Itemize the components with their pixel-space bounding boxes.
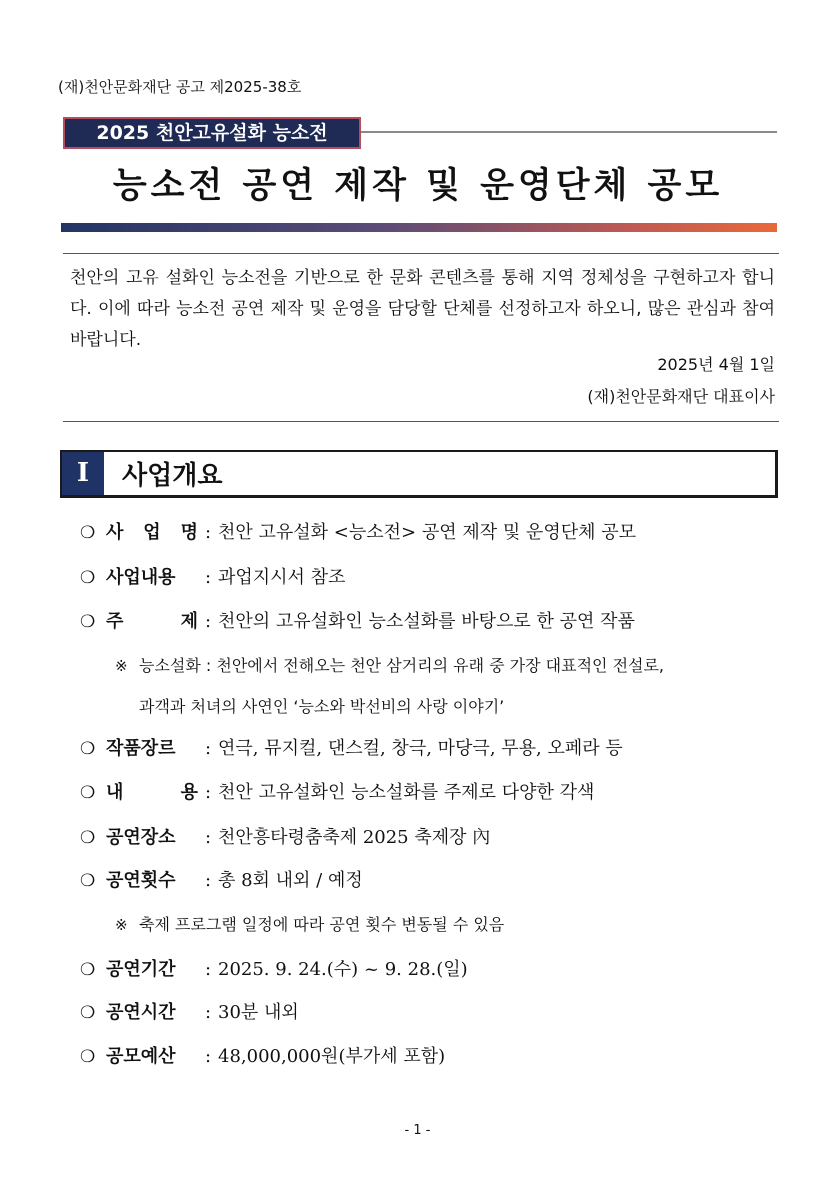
overview-item [80, 866, 363, 892]
bullet-icon: ❍ [80, 828, 96, 848]
item-label: 주 제 [106, 611, 198, 632]
note-mark-icon: ※ [115, 916, 128, 934]
overview-item [80, 778, 594, 804]
overview-item [80, 998, 299, 1024]
item-colon: : [204, 738, 212, 759]
item-label: 공연시간 [106, 1002, 176, 1023]
bullet-icon: ❍ [80, 568, 96, 588]
note-mark-icon: ※ [115, 657, 128, 675]
item-label: 공연장소 [106, 827, 176, 848]
bullet-icon: ❍ [80, 1047, 96, 1067]
intro-bottom-rule [63, 421, 779, 422]
theme-note-line2: 과객과 처녀의 사연인 ‘능소와 박선비의 사랑 이야기’ [139, 697, 505, 716]
bullet-icon: ❍ [80, 523, 96, 543]
theme-note-line1: 능소설화 : 천안에서 전해오는 천안 삼거리의 유래 중 가장 대표적인 전설로, [139, 656, 665, 675]
count-note [115, 912, 504, 935]
bullet-icon: ❍ [80, 612, 96, 632]
intro-paragraph: 천안의 고유 설화인 능소전을 기반으로 한 문화 콘텐츠를 통해 지역 정체성을 구현하고자 합니다. 이에 따라 능소전 공연 제작 및 운영을 담당할 단체를 선정하고자 하오니, 많은 관심과 참여 바랍니다. [70, 268, 775, 350]
section-title: 사업개요 [122, 461, 223, 491]
item-label: 공연기간 [106, 959, 176, 980]
item-label: 공연횟수 [106, 870, 176, 891]
overview-item [80, 563, 345, 589]
item-label: 공모예산 [106, 1046, 176, 1067]
notice-date: 2025년 4월 1일 [657, 355, 775, 374]
item-colon: : [204, 522, 212, 543]
item-colon: : [204, 1046, 212, 1067]
page-title: 능소전 공연 제작 및 운영단체 공모 [112, 166, 724, 206]
intro-top-rule [63, 253, 779, 254]
overview-item [80, 823, 490, 849]
item-value: 2025. 9. 24.(수) ~ 9. 28.(일) [218, 959, 468, 980]
item-label: 사업내용 [106, 567, 176, 588]
count-note-text: 축제 프로그램 일정에 따라 공연 횟수 변동될 수 있음 [139, 915, 505, 934]
item-label: 사 업 명 [106, 522, 198, 543]
item-value: 48,000,000원(부가세 포함) [218, 1046, 446, 1067]
signatory: (재)천안문화재단 대표이사 [587, 387, 775, 406]
title-gradient-bar [61, 223, 777, 232]
notice-number: (재)천안문화재단 공고 제2025-38호 [58, 78, 302, 96]
item-colon: : [204, 1002, 212, 1023]
overview-item [80, 955, 468, 981]
overview-item [80, 734, 623, 760]
bullet-icon: ❍ [80, 871, 96, 891]
overview-item [80, 518, 636, 544]
bullet-icon: ❍ [80, 1003, 96, 1023]
subtitle-divider [361, 131, 777, 133]
bullet-icon: ❍ [80, 783, 96, 803]
item-colon: : [204, 567, 212, 588]
item-value: 천안흥타령춤축제 2025 축제장 內 [218, 827, 491, 848]
item-value: 천안의 고유설화인 능소설화를 바탕으로 한 공연 작품 [218, 611, 635, 632]
item-colon: : [204, 827, 212, 848]
item-label: 작품장르 [106, 738, 176, 759]
page-number: - 1 - [404, 1123, 431, 1138]
bullet-icon: ❍ [80, 739, 96, 759]
item-colon: : [204, 611, 212, 632]
item-value: 천안 고유설화인 능소설화를 주제로 다양한 각색 [218, 782, 595, 803]
item-value: 과업지시서 참조 [218, 567, 346, 588]
overview-item [80, 607, 635, 633]
item-colon: : [204, 782, 212, 803]
theme-note [115, 653, 664, 676]
item-colon: : [204, 870, 212, 891]
item-value: 천안 고유설화 <능소전> 공연 제작 및 운영단체 공모 [218, 522, 636, 543]
item-value: 30분 내외 [218, 1002, 299, 1023]
item-colon: : [204, 959, 212, 980]
item-label: 내 용 [106, 782, 198, 803]
subtitle-banner: 2025 천안고유설화 능소전 [63, 117, 361, 149]
item-value: 연극, 뮤지컬, 댄스컬, 창극, 마당극, 무용, 오페라 등 [218, 738, 623, 759]
overview-item [80, 1042, 445, 1068]
item-value: 총 8회 내외 / 예정 [218, 870, 363, 891]
section-number: I [62, 452, 104, 495]
bullet-icon: ❍ [80, 960, 96, 980]
